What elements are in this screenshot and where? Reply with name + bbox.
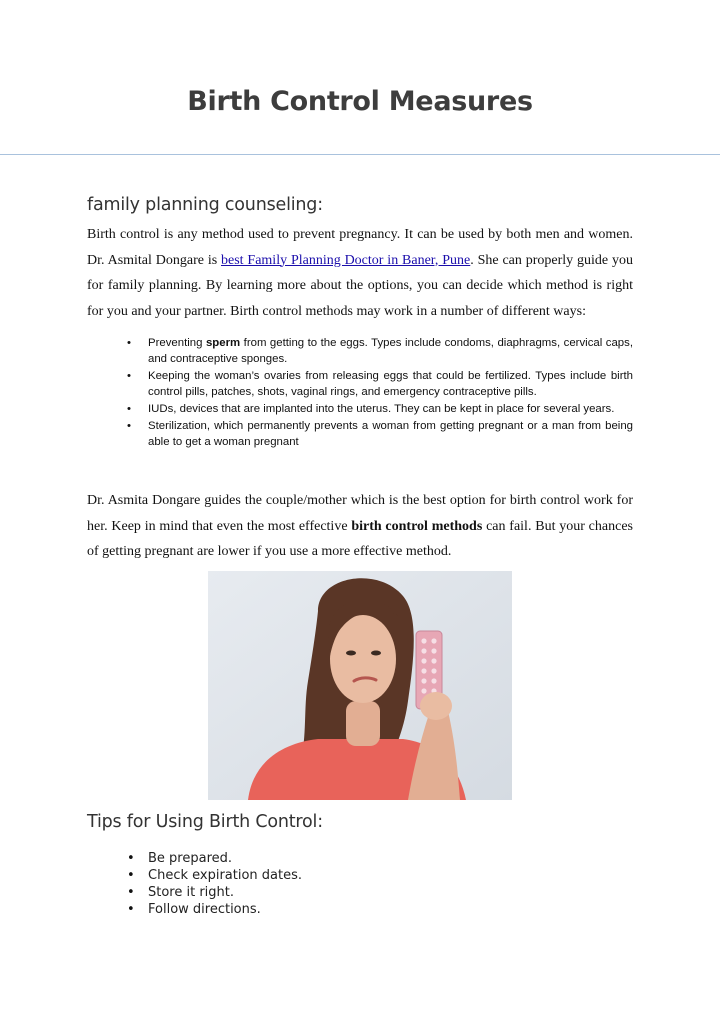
list-item-text: from getting to the eggs. Types include condoms, diaphragms, cervical caps, and contraceptive sponges.	[148, 337, 633, 366]
hand	[420, 692, 452, 720]
list-item	[87, 418, 633, 450]
section-heading-tips: Tips for Using Birth Control:	[87, 812, 323, 832]
list-item	[87, 401, 633, 417]
intro-paragraph	[87, 222, 633, 324]
section-heading-family-planning: family planning counseling:	[87, 195, 323, 215]
tips-list-block	[87, 850, 633, 918]
list-item: • Check expiration dates.	[87, 867, 633, 884]
list-item-text: Preventing	[148, 337, 206, 349]
list-item-text: IUDs, devices that are implanted into the uterus. They can be kept in place for several years.	[148, 402, 615, 415]
neck	[346, 701, 380, 746]
guidance-paragraph	[87, 488, 633, 565]
list-item-text: Keeping the woman’s ovaries from releasing eggs that could be fertilized. Types include birth control pills, patches, shots, vaginal rings, and emergency contraceptive pills.	[148, 369, 633, 399]
tips-list	[87, 850, 633, 918]
list-item: • Store it right.	[87, 884, 633, 901]
guidance-text-end: can fail. But your chances of getting pregnant are lower if you use a more effective method.	[87, 518, 633, 559]
methods-list-block	[87, 335, 633, 450]
list-item	[87, 368, 633, 400]
list-item-text: Sterilization, which permanently prevents a woman from getting pregnant or a man from being able to get a woman pregnant	[148, 419, 633, 448]
list-item-bold-term: sperm	[205, 337, 241, 349]
header-divider	[0, 154, 720, 155]
list-item: • Follow directions.	[87, 901, 633, 918]
woman-with-pill-pack-image	[208, 571, 512, 800]
intro-text-end: . She can properly guide you for family planning. By learning more about the options, you can decide which method is right for you and your partner. Birth control methods may work in a number of different ways:	[87, 252, 633, 319]
section-tips	[87, 810, 633, 834]
section-family-planning	[87, 193, 633, 217]
guidance-bold-term: birth control methods	[351, 518, 483, 534]
list-item	[87, 335, 633, 367]
photo-illustration	[208, 571, 512, 800]
intro-text-start: Birth control is any method used to prevent pregnancy. It can be used by both men and women. Dr. Asmital Dongare is	[87, 227, 633, 268]
methods-list	[87, 335, 633, 450]
left-eye	[346, 651, 356, 656]
family-planning-doctor-link[interactable]: best Family Planning Doctor in Baner, Pune	[221, 252, 471, 268]
guidance-paragraph-block	[87, 488, 633, 565]
list-item: • Be prepared.	[87, 850, 633, 867]
intro-paragraph-block	[87, 222, 633, 324]
right-eye	[371, 651, 381, 656]
guidance-text-start: Dr. Asmita Dongare guides the couple/mother which is the best option for birth control work for her. Keep in mind that even the most effective	[87, 493, 633, 534]
page-title: Birth Control Measures	[187, 86, 533, 117]
